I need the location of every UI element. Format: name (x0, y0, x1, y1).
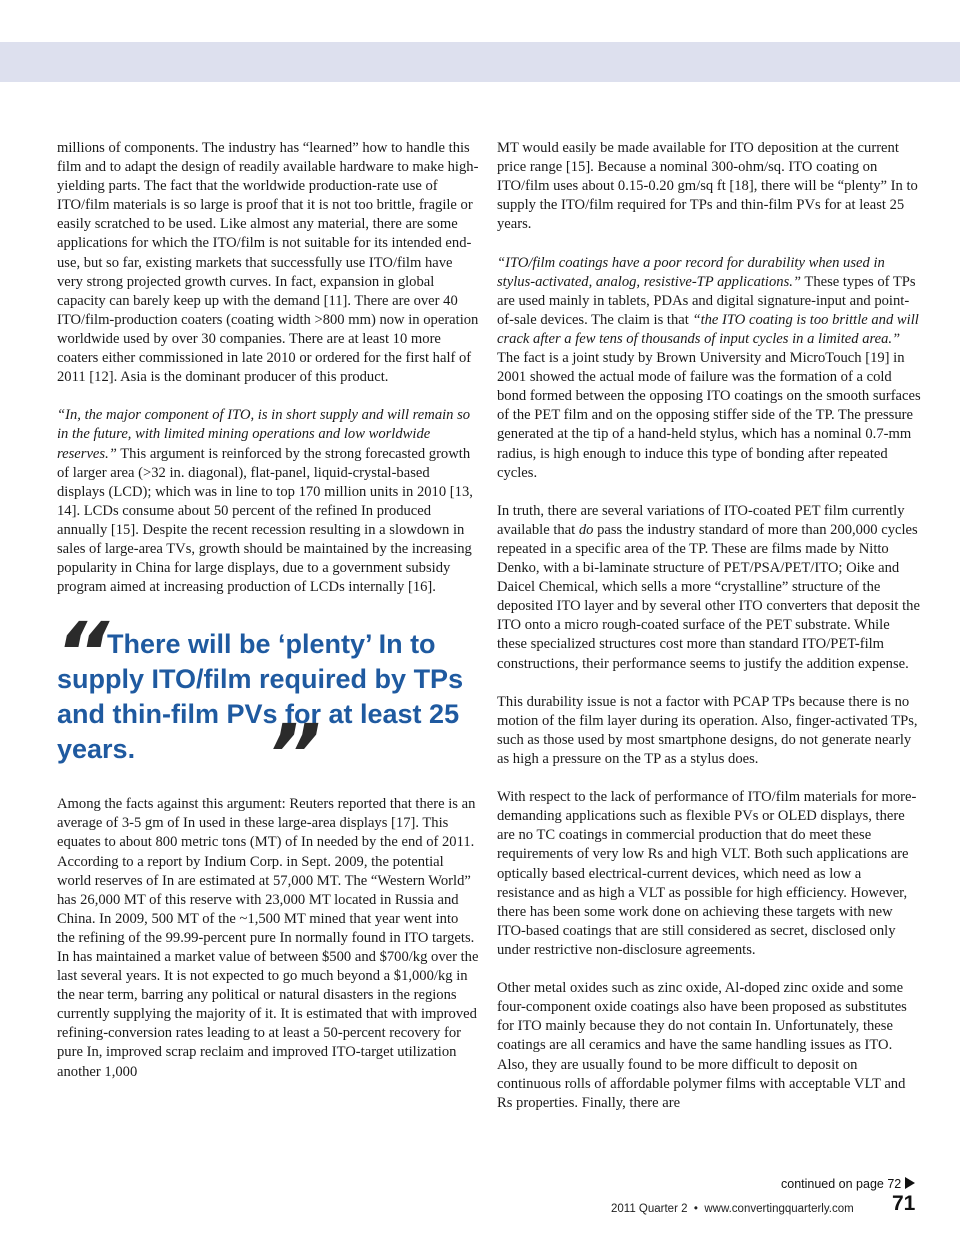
right-paragraph-5: With respect to the lack of performance of ITO/film materials for more-demanding applications such as flexible PVs or OLED displays, there are no TC coatings in commercial production that do meet these requirements of very low Rs and high VLT. Both such applications are optically based electrical-current devices, which need as low a resistance and as high a VLT as possible for high efficiency. However, there has been some work done on achieving these targets with new ITO-based coatings that are still considered as secret, disclosed only under restrictive non-disclosure agreements. (497, 789, 917, 958)
right-paragraph-1: MT would easily be made available for ITO deposition at the current price range [15]. Because a nominal 300-ohm/sq. ITO coating on ITO/film uses about 0.15-0.20 gm/sq ft [18], there will be “plenty” In to supply the ITO/film required for TPs and thin-film PVs for at least 25 years. (497, 140, 918, 233)
left-column (57, 139, 479, 1082)
right-paragraph-2-mid: These types of TPs are used mainly in tablets, PDAs and digital signature-input and point-of-sale devices. The claim is that (497, 273, 916, 328)
pull-quote-text: There will be ‘plenty’ In to supply ITO/film required by TPs and thin-film PVs for at least 25 years. (57, 629, 464, 765)
left-paragraph-3: Among the facts against this argument: Reuters reported that there is an average of 3-5 gm of In used in these large-area displays [17]. This equates to about 800 metric tons (MT) of In needed by the end of 2011. According to a report by Indium Corp. in Sept. 2009, the potential world reserves of In are estimated at 57,000 MT. The “Western World” has 26,000 MT of this reserve with 23,000 MT located in Russia and China. In 2009, 500 MT of the ~1,500 MT mined that year went into the refining of the 99.99-percent pure In normally found in ITO targets. In has maintained a market value of between $500 and $700/kg over the last several years. It is not expected to go much beyond a $1,000/kg in the near term, barring any political or natural disasters in the regions currently supplying the majority of it. It is estimated that with improved refining-conversion rates leading to at least a 50-percent recovery for pure In, improved scrap reclaim and improved ITO-target utilization another 1,000 (57, 796, 479, 1080)
continued-text: continued on page 72 (781, 1177, 902, 1191)
right-paragraph-2 (497, 254, 921, 483)
footer (611, 1203, 854, 1215)
left-paragraph-2 (57, 406, 479, 597)
right-quote-2: “the ITO coating is too brittle and will crack after a few tens of thousands of input cycles in a limited area.” (497, 311, 919, 347)
page-number: 71 (892, 1192, 916, 1215)
right-quote-1: “ITO/film coatings have a poor record for durability when used in stylus-activated, analog, resistive-TP applications.” (497, 254, 885, 290)
right-paragraph-6: Other metal oxides such as zinc oxide, Al-doped zinc oxide and some four-component oxide coatings also have been proposed as substitutes for ITO mainly because they do not contain In. Unfortunately, these coatings are all ceramics and have the same handling issues as ITO. Also, they are usually found to be more difficult to deposit on continuous rolls of affordable polymer films with acceptable VLT and Rs properties. Finally, there are (497, 980, 907, 1111)
right-paragraph-3-b: pass the industry standard of more than 200,000 cycles repeated in a specific area of the TP. These are films made by Nitto Denko, with a bi-laminate structure of PET/PSA/PET/ITO; Oike and Daicel Chemical, which sells a more “crystalline” structure of the deposited ITO layer and by several other ITO converters that deposit the ITO onto a micro rough-coated surface of the PET substrate. While these specialized structures cost more than standard ITO/PET-film constructions, their performance seems to justify the addition expense. (497, 521, 920, 672)
right-paragraph-2-rest: The fact is a joint study by Brown University and MicroTouch [19] in 2001 showed the actual mode of failure was the formation of a cold bond formed between the opposing ITO coatings on the smooth surfaces of the PET film and on the opposing stiffer side of the TP. The pressure generated at the tip of a hand-held stylus, which has a nominal 0.7-mm radius, is high enough to induce this type of bonding after repeated cycles. (497, 350, 921, 481)
footer-url[interactable]: www.convertingquarterly.com (704, 1203, 854, 1215)
right-paragraph-3 (497, 502, 921, 674)
right-column (497, 139, 921, 1113)
header-band (0, 42, 960, 82)
right-arrow-icon (905, 1177, 915, 1189)
footer-separator: • (693, 1203, 698, 1215)
left-quote-1: “In, the major component of ITO, is in short supply and will remain so in the future, with limited mining operations and low worldwide reserves.” (57, 407, 471, 462)
right-paragraph-3-a: In truth, there are several variations of ITO-coated PET film currently available that (497, 502, 905, 538)
pull-quote (55, 604, 479, 805)
close-quote-icon: ” (267, 706, 322, 805)
right-paragraph-3-emphasis: do (578, 521, 594, 538)
left-paragraph-2-text: This argument is reinforced by the strong forecasted growth of larger area (>32 in. diagonal), flat-panel, liquid-crystal-based displays (LCD); which was in line to top 170 million units in 2010 [13, 14]. LCDs consume about 50 percent of the refined In produced annually [15]. Despite the recent recession resulting in a slowdown in sales of large-area TVs, growth should be maintained by the increasing popularity in China for large displays, due to a government subsidy program aimed at increasing production of LCDs internally [16]. (57, 445, 473, 596)
left-paragraph-1: millions of components. The industry has “learned” how to handle this film and to adapt the design of readily available hardware to make high-yielding parts. The fact that the worldwide production-rate use of ITO/film materials is so large is proof that it is not too brittle, fragile or easily scratched to be used. Like almost any material, there are some applications for which the ITO/film is not suitable for its intended end-use, but so far, existing markets that successfully use ITO/film have very strong projected growth curves. In fact, expansion in global capacity can barely keep up with the demand [11]. There are over 40 ITO/film-production coaters (coating width >800 mm) now in operation worldwide used by over 30 companies. There are at least 10 more coaters either commissioned in late 2010 or ordered for the first half of 2011 [12]. Asia is the dominant producer of this product. (57, 140, 479, 386)
open-quote-icon: “ (55, 604, 110, 703)
right-paragraph-4: This durability issue is not a factor with PCAP TPs because there is no motion of the film layer during its operation. Also, finger-activated TPs, such as those used by most smartphone designs, do not generate nearly as high a pressure on the TP as a stylus does. (497, 693, 918, 767)
continued-link[interactable] (781, 1177, 915, 1191)
footer-issue: 2011 Quarter 2 (611, 1203, 688, 1215)
